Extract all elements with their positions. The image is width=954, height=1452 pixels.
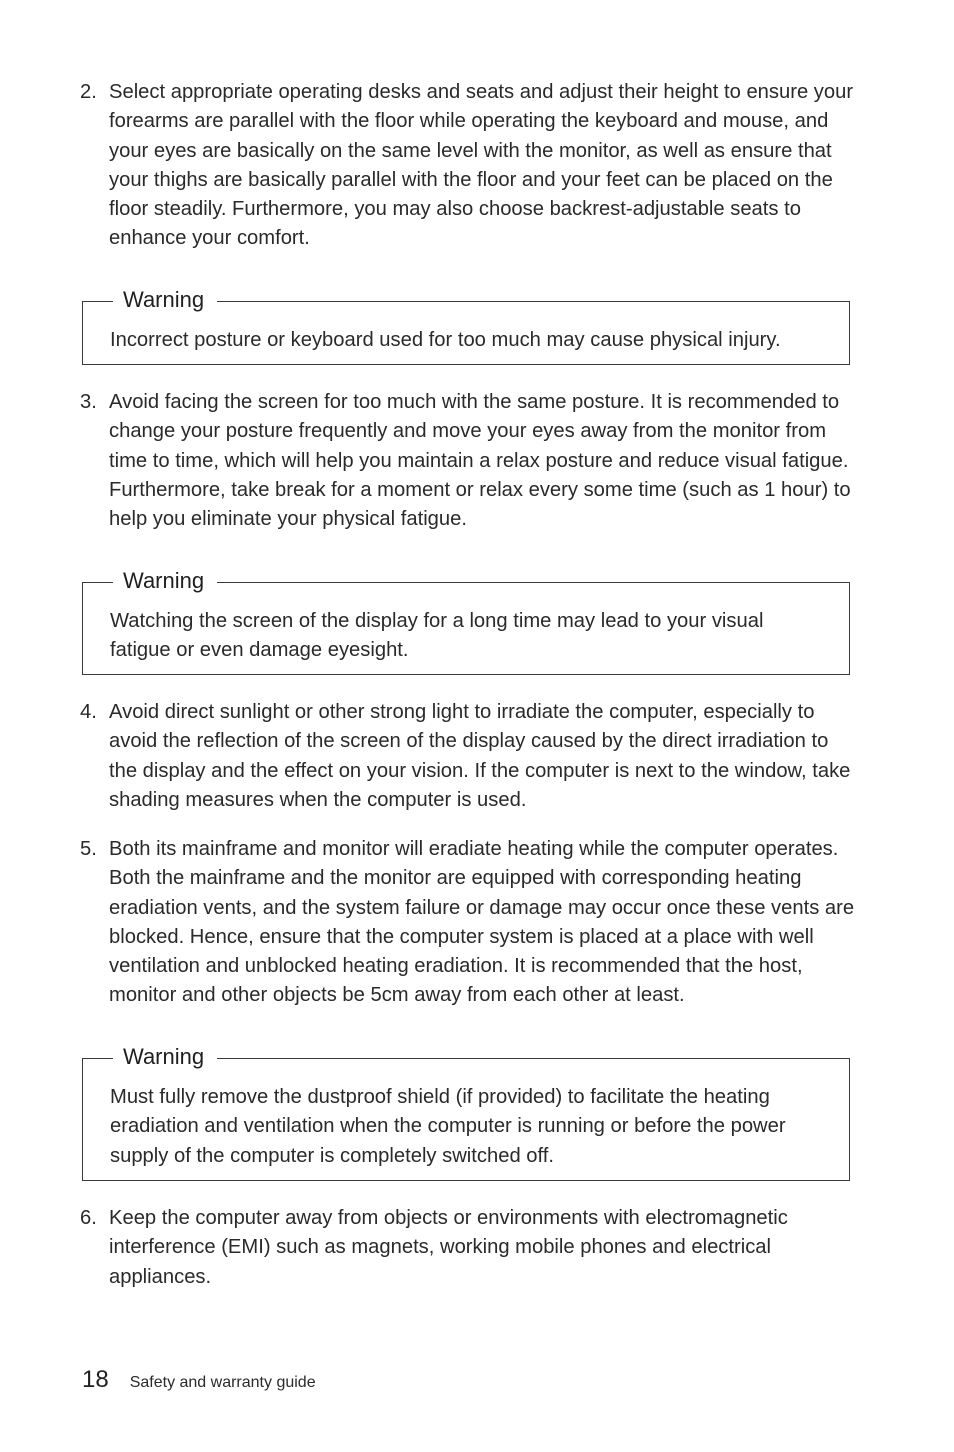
list-item — [80, 78, 860, 254]
warning-text: Must fully remove the dustproof shield (if provided) to facilitate the heating eradiation and ventilation when the computer is running or before the power supply of the computer is completely switched off. — [110, 1086, 786, 1167]
list-item — [80, 388, 860, 534]
warning-text: Watching the screen of the display for a long time may lead to your visual fatigue or even damage eyesight. — [110, 610, 764, 662]
footer-title: Safety and warranty guide — [129, 1374, 316, 1391]
list-item-text: Keep the computer away from objects or environments with electromagnetic interference (EMI) such as magnets, working mobile phones and electrical appliances. — [109, 1207, 788, 1288]
warning-title: Warning — [113, 566, 217, 596]
list-item-number: 2. — [80, 81, 97, 103]
list-item — [80, 835, 860, 1011]
warning-title: Warning — [113, 1042, 217, 1072]
list-item-number: 5. — [80, 838, 97, 860]
list-item-text: Avoid direct sunlight or other strong light to irradiate the computer, especially to avoid the reflection of the screen of the display caused by the direct irradiation to the display and the effect on your vision. If the computer is next to the window, take shading measures when the computer is used. — [109, 701, 851, 811]
warning-box — [82, 1044, 850, 1181]
list-item-number: 3. — [80, 391, 97, 413]
warning-box — [82, 287, 850, 365]
warning-title: Warning — [113, 285, 217, 315]
warning-text: Incorrect posture or keyboard used for too much may cause physical injury. — [110, 329, 781, 351]
list-item-number: 4. — [80, 701, 97, 723]
list-item-text: Avoid facing the screen for too much with the same posture. It is recommended to change your posture frequently and move your eyes away from the monitor from time to time, which will help you maintain a relax posture and reduce visual fatigue. Furthermore, take break for a moment or relax every some time (such as 1 hour) to help you eliminate your physical fatigue. — [109, 391, 851, 531]
list-item-number: 6. — [80, 1207, 97, 1229]
list-item — [80, 1204, 860, 1292]
list-item-text: Select appropriate operating desks and seats and adjust their height to ensure your forearms are parallel with the floor while operating the keyboard and mouse, and your eyes are basically on the same level with the monitor, as well as ensure that your thighs are basically parallel with the floor and your feet can be placed on the floor steadily. Furthermore, you may also choose backrest-adjustable seats to enhance your comfort. — [109, 81, 854, 250]
warning-box — [82, 568, 850, 675]
page-number: 18 — [82, 1366, 109, 1393]
list-item — [80, 698, 860, 815]
list-item-text: Both its mainframe and monitor will eradiate heating while the computer operates. Both the mainframe and the monitor are equipped with corresponding heating eradiation vents, and the system failure or damage may occur once these vents are blocked. Hence, ensure that the computer system is placed at a place with well ventilation and unblocked heating eradiation. It is recommended that the host, monitor and other objects be 5cm away from each other at least. — [109, 838, 855, 1007]
page-footer — [82, 1366, 316, 1396]
